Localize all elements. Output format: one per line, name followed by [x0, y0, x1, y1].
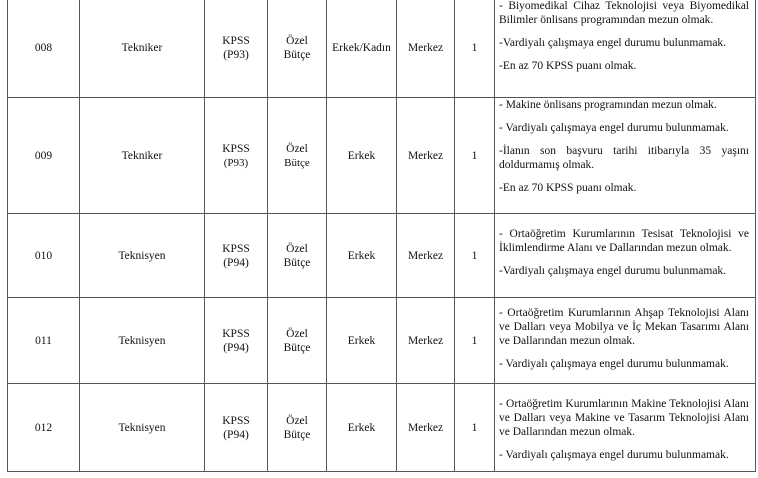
position-count: 1 — [455, 384, 495, 472]
location: Merkez — [397, 98, 455, 214]
requirement-item: - Makine önlisans programından mezun olmak. — [499, 99, 717, 111]
exam-type: KPSS (P93) — [205, 0, 268, 98]
requirements — [495, 298, 756, 384]
budget-type: Özel Bütçe — [268, 0, 327, 98]
position-title: Tekniker — [80, 98, 205, 214]
position-code: 009 — [8, 98, 80, 214]
position-count: 1 — [455, 214, 495, 298]
position-code: 011 — [8, 298, 80, 384]
job-listing-table — [7, 0, 756, 472]
gender: Erkek — [327, 214, 397, 298]
location: Merkez — [397, 214, 455, 298]
budget-type: Özel Bütçe — [268, 214, 327, 298]
gender: Erkek — [327, 98, 397, 214]
requirements — [495, 0, 756, 98]
table-row — [8, 298, 756, 384]
requirement-item: -İlanın son başvuru tarihi itibarıyla 35 yaşını doldurmamış olmak. — [499, 145, 749, 171]
exam-type: KPSS (P94) — [205, 298, 268, 384]
budget-type: Özel Bütçe — [268, 98, 327, 214]
requirement-item: - Vardiyalı çalışmaya engel durumu bulunmamak. — [499, 122, 729, 134]
exam-type: KPSS (P94) — [205, 214, 268, 298]
requirement-item: - Ortaöğretim Kurumlarının Ahşap Teknolojisi Alanı ve Dalları veya Mobilya ve İç Mekan Tasarımı Alanı ve Dallarından mezun olmak. — [499, 307, 749, 347]
requirement-item: -En az 70 KPSS puanı olmak. — [499, 182, 637, 194]
location: Merkez — [397, 384, 455, 472]
budget-type: Özel Bütçe — [268, 384, 327, 472]
position-code: 010 — [8, 214, 80, 298]
requirements — [495, 214, 756, 298]
location: Merkez — [397, 298, 455, 384]
position-code: 008 — [8, 0, 80, 98]
table-row — [8, 0, 756, 98]
position-count: 1 — [455, 98, 495, 214]
table-row — [8, 214, 756, 298]
position-count: 1 — [455, 0, 495, 98]
requirement-item: -En az 70 KPSS puanı olmak. — [499, 60, 637, 72]
requirement-item: - Ortaöğretim Kurumlarının Tesisat Teknolojisi ve İklimlendirme Alanı ve Dallarından mezun olmak. — [499, 228, 749, 254]
position-title: Teknisyen — [80, 298, 205, 384]
gender: Erkek — [327, 384, 397, 472]
requirements — [495, 98, 756, 214]
exam-type: KPSS (P93) — [205, 98, 268, 214]
table-row — [8, 98, 756, 214]
requirement-item: - Vardiyalı çalışmaya engel durumu bulunmamak. — [499, 358, 729, 370]
position-code: 012 — [8, 384, 80, 472]
position-title: Teknisyen — [80, 214, 205, 298]
exam-type: KPSS (P94) — [205, 384, 268, 472]
budget-type: Özel Bütçe — [268, 298, 327, 384]
requirement-item: - Biyomedikal Cihaz Teknolojisi veya Biyomedikal Bilimler önlisans programından mezun olmak. — [499, 0, 749, 26]
location: Merkez — [397, 0, 455, 98]
position-title: Teknisyen — [80, 384, 205, 472]
gender: Erkek/Kadın — [327, 0, 397, 98]
requirement-item: - Vardiyalı çalışmaya engel durumu bulunmamak. — [499, 449, 729, 461]
position-title: Tekniker — [80, 0, 205, 98]
gender: Erkek — [327, 298, 397, 384]
requirement-item: -Vardiyalı çalışmaya engel durumu bulunmamak. — [499, 37, 727, 49]
requirements — [495, 384, 756, 472]
position-count: 1 — [455, 298, 495, 384]
requirement-item: - Ortaöğretim Kurumlarının Makine Teknolojisi Alanı ve Dalları veya Makine ve Tasarım Teknolojisi Alanı ve Dallarından mezun olmak. — [499, 398, 749, 438]
table-row — [8, 384, 756, 472]
requirement-item: -Vardiyalı çalışmaya engel durumu bulunmamak. — [499, 265, 727, 277]
